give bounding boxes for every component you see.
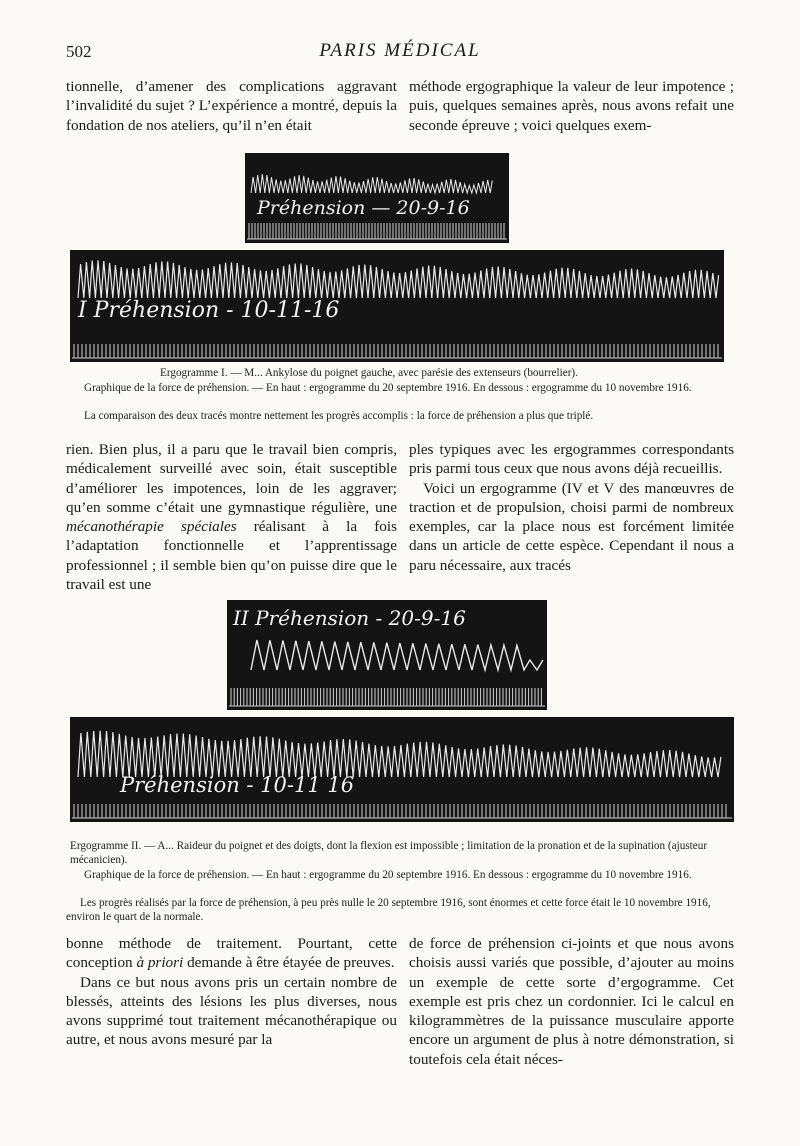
figure-1-caption-title: Ergogramme I. — M... Ankylose du poignet gauche, avec parésie des extenseurs (bourrelier). xyxy=(160,367,578,379)
paragraph: méthode ergographique la valeur de leur impotence ; puis, quelques semaines après, nous avons refait une seconde épreuve ; voici quelques exem- xyxy=(409,78,734,134)
paragraph: bonne méthode de traitement. Pourtant, cette conception à priori demande à être étayée de preuves. xyxy=(66,935,397,972)
ergogram-1-top xyxy=(245,153,509,243)
column-right-top xyxy=(409,77,734,135)
column-right-bottom xyxy=(409,934,734,1069)
paragraph: Voici un ergogramme (IV et V des manœuvres de traction et de propulsion, choisi parmi de nombreux exemples, car la place nous est forcément limitée dans un article de cette espèce. Cependant il nous a paru nécessaire, aux tracés xyxy=(409,479,734,574)
figure-1-caption-line: Graphique de la force de préhension. — En haut : ergogramme du 20 septembre 1916. En dessous : ergogramme du 10 novembre 1916. xyxy=(84,382,692,394)
ergogram-2-bottom xyxy=(70,717,734,822)
paragraph: Dans ce but nous avons pris un certain nombre de blessés, atteints des lésions les plus diverses, nous avons supprimé tout traitement mécanothérapique ou autre, et nous avons mesuré par la xyxy=(66,973,397,1049)
column-left-bottom xyxy=(66,934,397,1050)
column-left-middle xyxy=(66,440,397,594)
running-head: PARIS MÉDICAL xyxy=(319,40,481,61)
ergogram-trace xyxy=(70,717,734,822)
trace-label: Préhension — 20-9-16 xyxy=(257,197,470,219)
page-number: 502 xyxy=(66,42,92,61)
figure-2-caption-title: Ergogramme II. — A... Raideur du poignet et des doigts, dont la flexion est impossible ; limitation de la pronation et de la supination (ajusteur mécanicien). xyxy=(70,840,708,866)
figure-1-caption-line: La comparaison des deux tracés montre nettement les progrès accomplis : la force de préhension a plus que triplé. xyxy=(84,410,594,422)
ergogram-2-top xyxy=(227,600,547,710)
figure-2-caption-line: Graphique de la force de préhension. — En haut : ergogramme du 20 septembre 1916. En dessous : ergogramme du 10 novembre 1916. xyxy=(84,869,692,881)
trace-label: II Préhension - 20-9-16 xyxy=(233,606,466,630)
ergogram-1-bottom xyxy=(70,250,724,362)
paragraph: ples typiques avec les ergogrammes correspondants pris parmi tous ceux que nous avons déjà recueillis. xyxy=(409,441,734,478)
paragraph: rien. Bien plus, il a paru que le travail bien compris, médicalement surveillé avec soin, était susceptible d’améliorer les impotences, loin de les aggraver; qu’en somme c’était une gymnastique régulière, une mécanothérapie spéciales réalisant à la fois l’adaptation fonctionnelle et l’apprentissage professionnel ; il semble bien qu’on puisse dire que le travail est une xyxy=(66,441,397,594)
column-left-top xyxy=(66,77,397,135)
column-right-middle xyxy=(409,440,734,575)
paragraph: tionnelle, d’amener des complications aggravant l’invalidité du sujet ? L’expérience a montré, depuis la fondation de nos ateliers, qu’il n’en était xyxy=(66,78,397,134)
figure-2-caption-line: Les progrès réalisés par la force de préhension, à peu près nulle le 20 septembre 1916, sont énormes et cette force était le 10 novembre 1916, environ le quart de la normale. xyxy=(66,897,711,923)
paragraph: de force de préhension ci-joints et que nous avons choisis aussi variés que possible, d’ajouter au moins un exemple de cette sorte d’ergogramme. Cet exemple est pris chez un cordonnier. Ici le calcul en kilogrammètres de la puissance musculaire apporte encore un argument de plus à notre démonstration, si toutefois cela était néces- xyxy=(409,935,734,1068)
trace-label: I Préhension - 10-11-16 xyxy=(78,298,340,323)
trace-label: Préhension - 10-11 16 xyxy=(120,773,355,797)
